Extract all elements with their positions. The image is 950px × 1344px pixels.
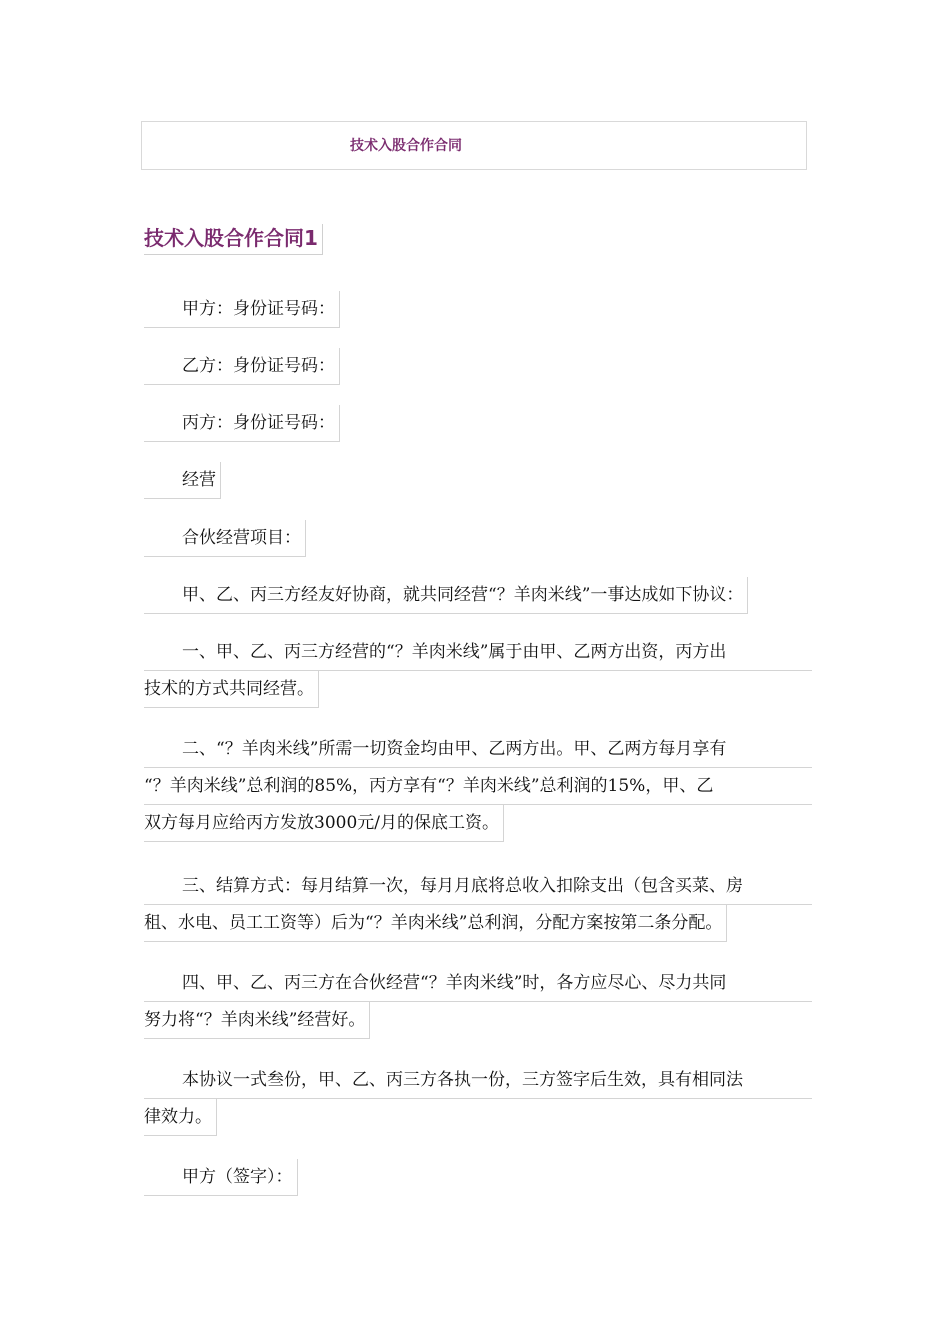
paragraph-party-b <box>144 348 812 399</box>
paragraph-line: 二、“？羊肉米线”所需一切资金均由甲、乙两方出。甲、乙两方每月享有 <box>144 731 812 768</box>
page-title: 技术入股合作合同 <box>350 138 462 154</box>
document-heading: 技术入股合作合同1 <box>144 224 323 255</box>
paragraph-line: 双方每月应给丙方发放3000元/月的保底工资。 <box>144 805 504 842</box>
paragraph-line: 一、甲、乙、丙三方经营的“？羊肉米线”属于由甲、乙两方出资，丙方出 <box>144 634 812 671</box>
paragraph-line: 租、水电、员工工资等）后为“？羊肉米线”总利润，分配方案按第二条分配。 <box>144 905 727 942</box>
paragraph-line: 丙方：身份证号码： <box>144 405 340 442</box>
paragraph-line: 甲、乙、丙三方经友好协商，就共同经营“？羊肉米线”一事达成如下协议： <box>144 577 748 614</box>
paragraph-agreement-intro <box>144 577 812 628</box>
paragraph-line: 四、甲、乙、丙三方在合伙经营“？羊肉米线”时，各方应尽心、尽力共同 <box>144 965 812 1002</box>
header-box <box>141 121 807 170</box>
paragraph-validity <box>144 1062 812 1150</box>
paragraph-signature-a <box>144 1159 812 1210</box>
paragraph-clause-3 <box>144 868 812 956</box>
paragraph-line: 技术的方式共同经营。 <box>144 671 319 708</box>
paragraph-party-c <box>144 405 812 456</box>
paragraph-project <box>144 520 812 571</box>
paragraph-line: 乙方：身份证号码： <box>144 348 340 385</box>
paragraph-party-a <box>144 291 812 342</box>
paragraph-line: 合伙经营项目： <box>144 520 306 557</box>
paragraph-clause-4 <box>144 965 812 1053</box>
paragraph-line: 律效力。 <box>144 1099 217 1136</box>
paragraph-line: 经营 <box>144 462 221 499</box>
paragraph-clause-2 <box>144 731 812 856</box>
paragraph-line: 甲方：身份证号码： <box>144 291 340 328</box>
paragraph-operation <box>144 462 812 513</box>
paragraph-line: 甲方（签字）： <box>144 1159 298 1196</box>
paragraph-line: 三、结算方式：每月结算一次，每月月底将总收入扣除支出（包含买菜、房 <box>144 868 812 905</box>
paragraph-line: 努力将“？羊肉米线”经营好。 <box>144 1002 370 1039</box>
paragraph-clause-1 <box>144 634 812 722</box>
paragraph-line: “？羊肉米线”总利润的85%，丙方享有“？羊肉米线”总利润的15%，甲、乙 <box>144 768 812 805</box>
paragraph-line: 本协议一式叁份，甲、乙、丙三方各执一份，三方签字后生效，具有相同法 <box>144 1062 812 1099</box>
